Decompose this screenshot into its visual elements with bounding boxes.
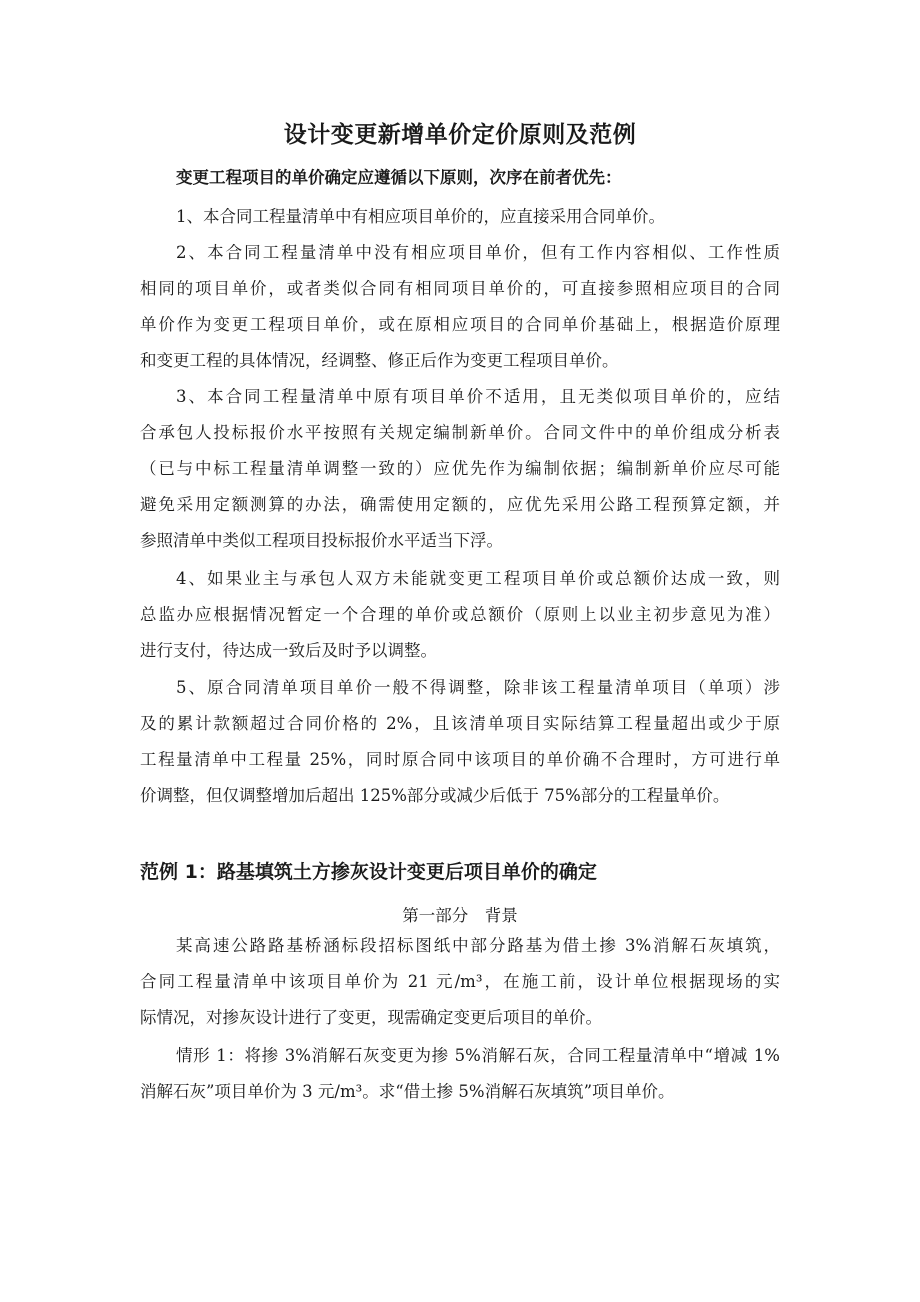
case-1-line: 消解石灰”项目单价为 3 元/m³。求“借土掺 5%消解石灰填筑”项目单价。 [140, 1082, 675, 1101]
principle-4-line: 总监办应根据情况暂定一个合理的单价或总额价（原则上以业主初步意见为准） [140, 605, 780, 624]
background-line: 合同工程量清单中该项目单价为 21 元/m³，在施工前，设计单位根据现场的实 [140, 972, 780, 991]
principle-2-line: 单价作为变更工程项目单价，或在原相应项目的合同单价基础上，根据造价原理 [140, 315, 780, 334]
principle-3-line: 参照清单中类似工程项目投标报价水平适当下浮。 [140, 531, 503, 550]
principle-5-line: 5、原合同清单项目单价一般不得调整，除非该工程量清单项目（单项）涉 [176, 678, 780, 697]
principle-5-line: 价调整，但仅调整增加后超出 125%部分或减少后低于 75%部分的工程量单价。 [140, 786, 730, 805]
case-1-line: 情形 1：将掺 3%消解石灰变更为掺 5%消解石灰，合同工程量清单中“增减 1% [176, 1046, 780, 1065]
principle-2-line: 和变更工程的具体情况，经调整、修正后作为变更工程项目单价。 [140, 351, 619, 370]
example-heading: 范例 1：路基填筑土方掺灰设计变更后项目单价的确定 [140, 861, 597, 883]
principle-2-line: 相同的项目单价，或者类似合同有相同项目单价的，可直接参照相应项目的合同 [140, 279, 780, 298]
principle-4-line: 4、如果业主与承包人双方未能就变更工程项目单价或总额价达成一致，则 [176, 569, 780, 588]
principle-4-line: 进行支付，待达成一致后及时予以调整。 [140, 641, 437, 660]
page-title: 设计变更新增单价定价原则及范例 [283, 122, 637, 148]
principle-3-line: 合承包人投标报价水平按照有关规定编制新单价。合同文件中的单价组成分析表 [140, 423, 780, 442]
principle-3-line: （已与中标工程量清单调整一致的）应优先作为编制依据；编制新单价应尽可能 [140, 459, 780, 478]
background-line: 际情况，对掺灰设计进行了变更，现需确定变更后项目的单价。 [140, 1008, 602, 1027]
principle-2-line: 2、本合同工程量清单中没有相应项目单价，但有工作内容相似、工作性质 [176, 243, 780, 262]
background-line: 某高速公路路基桥涵标段招标图纸中部分路基为借土掺 3%消解石灰填筑， [176, 936, 780, 955]
principle-1-line: 1、本合同工程量清单中有相应项目单价的，应直接采用合同单价。 [176, 207, 665, 226]
principle-3-line: 3、本合同工程量清单中原有项目单价不适用，且无类似项目单价的，应结 [176, 387, 780, 406]
principle-3-line: 避免采用定额测算的办法，确需使用定额的，应优先采用公路工程预算定额，并 [140, 495, 780, 514]
principle-5-line: 工程量清单中工程量 25%，同时原合同中该项目的单价确不合理时，方可进行单 [140, 750, 780, 769]
section-heading: 第一部分 背景 [402, 906, 518, 925]
principle-5-line: 及的累计款额超过合同价格的 2%，且该清单项目实际结算工程量超出或少于原 [140, 714, 780, 733]
intro-text: 变更工程项目的单价确定应遵循以下原则，次序在前者优先： [176, 168, 622, 187]
